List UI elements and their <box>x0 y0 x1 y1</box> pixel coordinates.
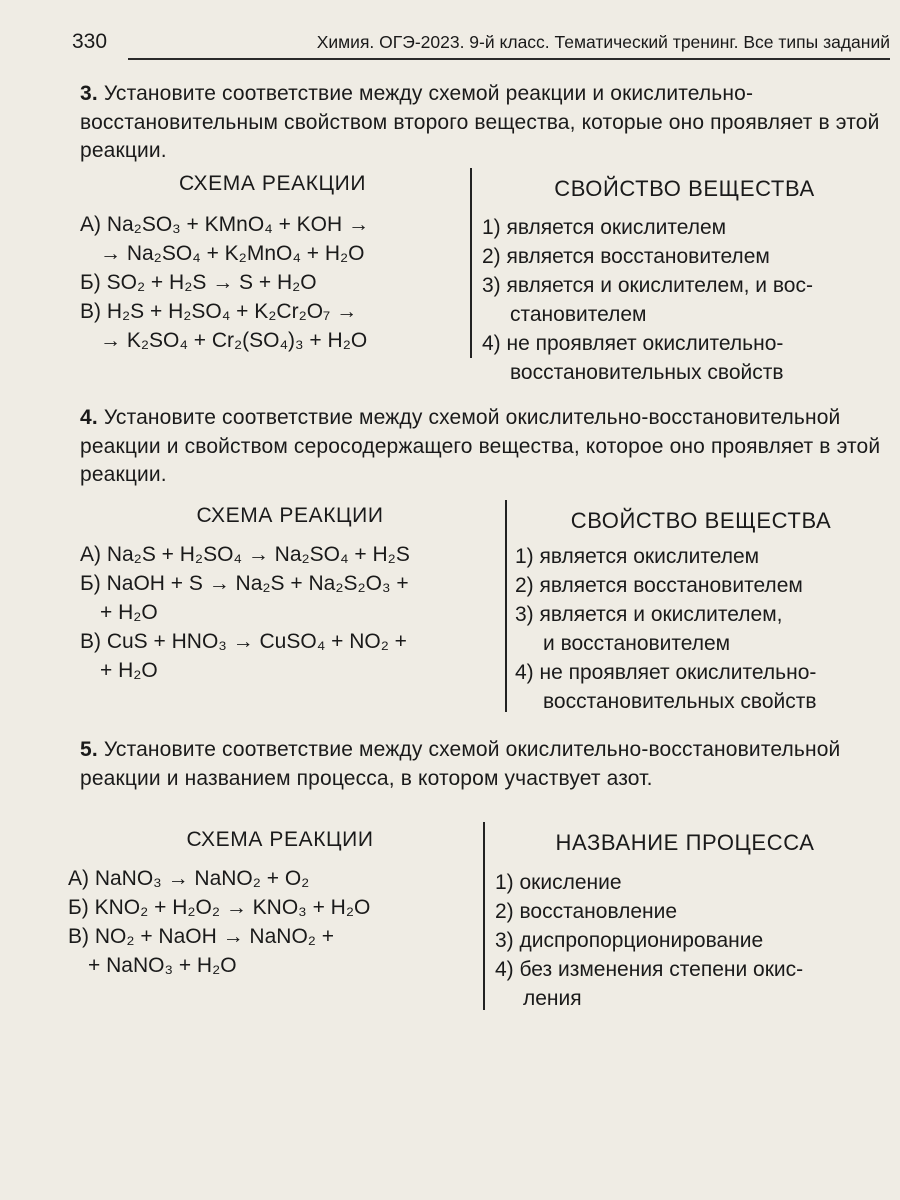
task-5-option-1: 1) окисление <box>495 871 622 894</box>
task-3-right-header: СВОЙСТВО ВЕЩЕСТВА <box>554 176 815 201</box>
task-5-reactions <box>68 864 370 980</box>
task-3-left-header: СХЕМА РЕАКЦИИ <box>178 172 367 195</box>
task-3-text: Установите соответствие между схемой реакции и окислительно-восстановительным свойством второго вещества, которые оно проявляет в этой реакции. <box>80 82 880 162</box>
task-4-number: 4. <box>80 406 98 429</box>
task-3-reaction-b: Б) SO₂ + H₂S → S + H₂O <box>80 271 317 294</box>
task-5-number: 5. <box>80 738 98 761</box>
task-4-right-header: СВОЙСТВО ВЕЩЕСТВА <box>570 508 832 533</box>
task-4-option-3: 3) является и окислителем, <box>515 603 783 626</box>
task-3-reaction-c: В) H₂S + H₂SO₄ + K₂Cr₂O₇ → <box>80 300 358 323</box>
page-header <box>72 30 890 64</box>
task-4-reaction-a: А) Na₂S + H₂SO₄ → Na₂SO₄ + H₂S <box>80 543 410 566</box>
task-3-option-1: 1) является окислителем <box>482 216 727 239</box>
task-3-reactions <box>80 210 369 355</box>
task-5-left-header: СХЕМА РЕАКЦИИ <box>186 828 374 851</box>
task-3-option-3: 3) является и окислителем, и вос- <box>482 274 813 297</box>
task-5-reaction-c-cont: + NaNO₃ + H₂O <box>88 954 237 977</box>
task-3-option-4-cont: восстановительных свойств <box>510 361 784 384</box>
task-4-option-1: 1) является окислителем <box>515 545 760 568</box>
task-3-options <box>482 213 813 387</box>
task-3-reaction-a: А) Na₂SO₃ + KMnO₄ + KOH → <box>80 213 370 236</box>
task-4-text: Установите соответствие между схемой окислительно-восстановительной реакции и свойством серосодержащего вещества, которое оно проявляет в этой реакции. <box>80 406 881 486</box>
task-5-right-header: НАЗВАНИЕ ПРОЦЕССА <box>555 830 815 855</box>
task-4-column-divider <box>505 500 507 712</box>
task-5-column-divider <box>483 822 485 1010</box>
task-5-option-3: 3) диспропорционирование <box>495 929 764 952</box>
task-5-option-4-cont: ления <box>523 987 582 1010</box>
task-4-reaction-c-cont: + H₂O <box>100 659 158 682</box>
task-3-reaction-c-cont: → K₂SO₄ + Cr₂(SO₄)₃ + H₂O <box>100 329 368 352</box>
task-4-reaction-b-cont: + H₂O <box>100 601 158 624</box>
task-4-option-4: 4) не проявляет окислительно- <box>515 661 817 684</box>
task-4-prompt <box>80 404 885 490</box>
task-3-option-3-cont: становителем <box>510 303 647 326</box>
task-5-reaction-b: Б) KNO₂ + H₂O₂ → KNO₃ + H₂O <box>68 896 371 919</box>
header-rule <box>128 58 890 60</box>
task-5-option-4: 4) без изменения степени окис- <box>495 958 804 981</box>
task-5-options <box>495 868 803 1013</box>
task-3-prompt <box>80 80 885 166</box>
task-5-prompt <box>80 736 885 793</box>
task-4-reaction-c: В) CuS + HNO₃ → CuSO₄ + NO₂ + <box>80 630 407 653</box>
task-4-reaction-b: Б) NaOH + S → Na₂S + Na₂S₂O₃ + <box>80 572 409 595</box>
task-5-option-2: 2) восстановление <box>495 900 678 923</box>
task-3-reaction-a-cont: → Na₂SO₄ + K₂MnO₄ + H₂O <box>100 242 365 265</box>
task-5-reaction-a: А) NaNO₃ → NaNO₂ + O₂ <box>68 867 310 890</box>
task-4-option-2: 2) является восстановителем <box>515 574 803 597</box>
task-3-option-4: 4) не проявляет окислительно- <box>482 332 784 355</box>
task-5-text: Установите соответствие между схемой окислительно-восстановительной реакции и названием процесса, в котором участвует азот. <box>80 738 841 790</box>
task-4-option-4-cont: восстановительных свойств <box>543 690 817 713</box>
task-3-number: 3. <box>80 82 98 105</box>
page-number: 330 <box>72 30 108 53</box>
task-4-left-header: СХЕМА РЕАКЦИИ <box>196 504 384 527</box>
task-4-options <box>515 542 817 716</box>
task-4-reactions <box>80 540 410 685</box>
task-4-option-3-cont: и восстановителем <box>543 632 731 655</box>
task-3-column-divider <box>470 168 472 358</box>
task-3-option-2: 2) является восстановителем <box>482 245 770 268</box>
running-title: Химия. ОГЭ-2023. 9-й класс. Тематический тренинг. Все типы заданий <box>316 32 890 52</box>
task-5-reaction-c: В) NO₂ + NaOH → NaNO₂ + <box>68 925 335 948</box>
